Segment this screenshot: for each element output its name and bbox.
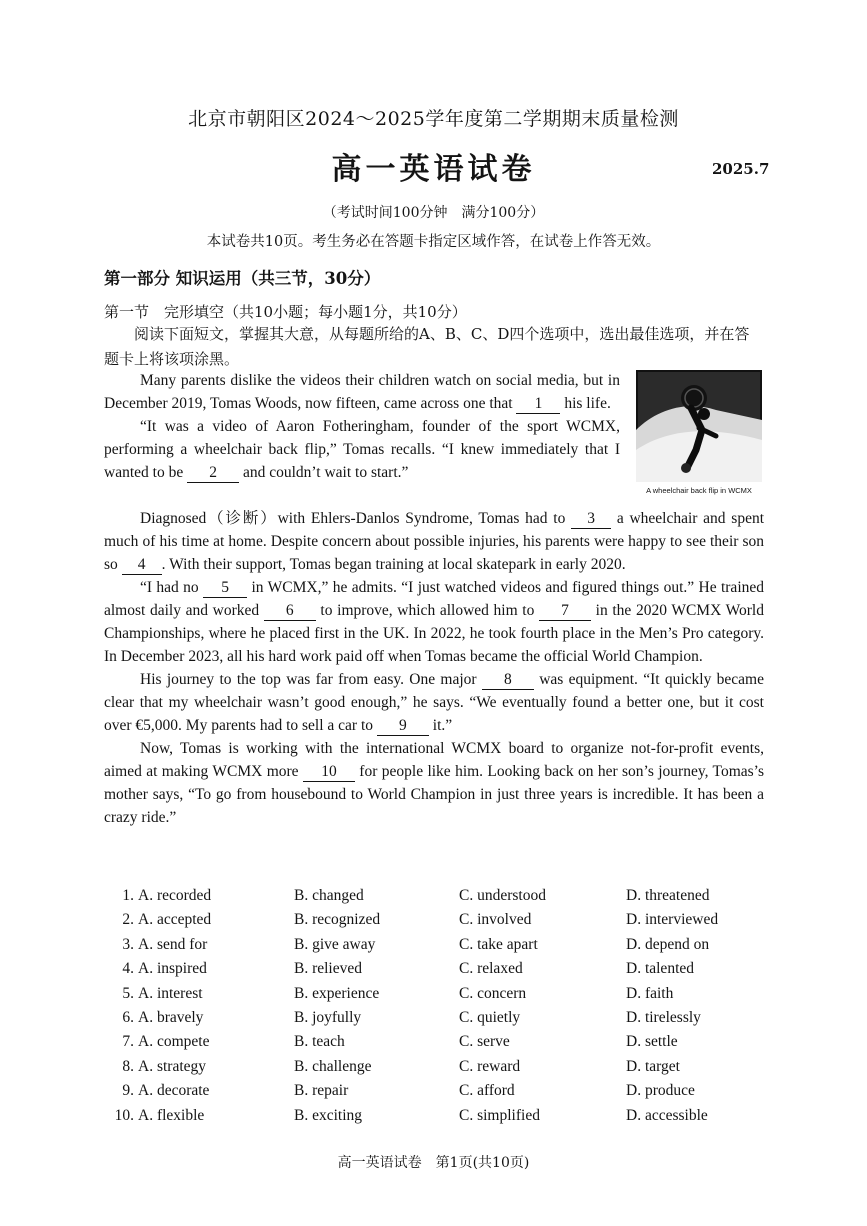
question-number: 6. xyxy=(122,1008,134,1026)
passage-text: a wheelchair and spent much of his time at home. Despite concern about possible injuries, his parents were happy to see their son so xyxy=(104,510,764,573)
option-c[interactable]: C. involved xyxy=(459,911,532,929)
option-b[interactable]: B. joyfully xyxy=(294,1008,362,1026)
passage-block-2 xyxy=(104,507,764,829)
question-row xyxy=(104,1107,764,1131)
option-b[interactable]: B. recognized xyxy=(294,911,381,929)
option-c[interactable]: C. relaxed xyxy=(459,960,523,978)
blank-4[interactable]: 4 xyxy=(122,556,162,575)
option-d[interactable]: D. settle xyxy=(626,1033,678,1051)
exam-title: 北京市朝阳区2024～2025学年度第二学期期末质量检测 xyxy=(188,108,679,130)
answer-options xyxy=(104,887,764,1131)
passage-text: Diagnosed（诊断）with Ehlers-Danlos Syndrome, Tomas had to xyxy=(140,510,572,527)
option-c[interactable]: C. take apart xyxy=(459,935,538,953)
section-heading: 第一节 完形填空（共10小题；每小题1分，共10分） xyxy=(104,303,467,321)
part-heading: 第一部分 知识运用（共三节，30分） xyxy=(104,269,381,288)
passage-text: Many parents dislike the videos their children watch on social media, but in December 2019, Tomas Woods, now fifteen, came across one that xyxy=(104,372,620,412)
passage-paragraph-4 xyxy=(104,576,764,668)
option-d[interactable]: D. threatened xyxy=(626,887,710,904)
blank-2[interactable]: 2 xyxy=(187,464,239,483)
blank-6[interactable]: 6 xyxy=(264,602,316,621)
option-b[interactable]: B. challenge xyxy=(294,1057,372,1075)
question-number: 7. xyxy=(122,1033,134,1051)
passage-paragraph-1 xyxy=(104,369,620,415)
blank-5[interactable]: 5 xyxy=(203,579,247,598)
option-a[interactable]: A. interest xyxy=(138,984,203,1002)
option-b[interactable]: B. give away xyxy=(294,935,376,953)
option-b[interactable]: B. repair xyxy=(294,1082,349,1100)
option-a[interactable]: A. accepted xyxy=(138,911,212,929)
passage-text: his life. xyxy=(560,395,611,412)
option-d[interactable]: D. talented xyxy=(626,960,695,978)
option-a[interactable]: A. recorded xyxy=(138,887,212,904)
passage-text: and couldn’t wait to start.” xyxy=(239,464,409,481)
subject-title: 高一英语试卷 xyxy=(331,152,536,187)
option-d[interactable]: D. interviewed xyxy=(626,911,719,929)
question-number: 4. xyxy=(122,960,134,978)
passage-block-1 xyxy=(104,369,620,484)
question-number: 3. xyxy=(122,935,134,953)
option-d[interactable]: D. depend on xyxy=(626,935,710,953)
passage-text: in WCMX,” he admits. “I just watched videos and figured things out.” He trained almost daily and worked xyxy=(104,579,764,619)
option-a[interactable]: A. bravely xyxy=(138,1008,204,1026)
page-footer: 高一英语试卷 第1页(共10页) xyxy=(337,1155,530,1171)
section-instructions: 阅读下面短文，掌握其大意，从每题所给的A、B、C、D四个选项中，选出最佳选项，并在答题卡上将该项涂黑。 xyxy=(104,325,750,368)
passage-paragraph-6 xyxy=(104,737,764,829)
question-row xyxy=(104,960,764,984)
option-c[interactable]: C. simplified xyxy=(459,1106,540,1124)
option-a[interactable]: A. flexible xyxy=(138,1106,205,1124)
question-number: 10. xyxy=(114,1106,134,1124)
option-a[interactable]: A. compete xyxy=(138,1033,210,1051)
blank-7[interactable]: 7 xyxy=(539,602,591,621)
passage-text: Now, Tomas is working with the international WCMX board to organize not-for-profit events, aimed at making WCMX more xyxy=(104,740,764,780)
question-row xyxy=(104,1009,764,1033)
option-b[interactable]: B. changed xyxy=(294,887,364,904)
passage-paragraph-5 xyxy=(104,668,764,737)
option-a[interactable]: A. decorate xyxy=(138,1082,210,1100)
question-row xyxy=(104,911,764,935)
option-a[interactable]: A. strategy xyxy=(138,1057,207,1075)
question-number: 8. xyxy=(122,1057,134,1075)
passage-figure xyxy=(636,370,762,495)
exam-info: （考试时间100分钟 满分100分） xyxy=(322,205,545,221)
passage-paragraph-2 xyxy=(104,415,620,484)
option-b[interactable]: B. experience xyxy=(294,984,380,1002)
option-d[interactable]: D. tirelessly xyxy=(626,1008,701,1026)
passage-text: for people like him. Looking back on her son’s journey, Tomas’s mother says, “To go from housebound to World Champion in just three years is incredible. It has been a crazy ride.” xyxy=(104,763,764,826)
question-row xyxy=(104,1082,764,1106)
passage-text: it.” xyxy=(428,717,453,734)
question-number: 1. xyxy=(122,887,134,904)
option-d[interactable]: D. faith xyxy=(626,984,674,1002)
question-number: 9. xyxy=(122,1082,134,1100)
option-b[interactable]: B. exciting xyxy=(294,1106,363,1124)
option-b[interactable]: B. relieved xyxy=(294,960,363,978)
passage-text: in the 2020 WCMX World Championships, where he placed first in the UK. In 2022, he took fourth place in the Men’s Pro category. In December 2023, all his hard work paid off when Tomas became the official World Champion. xyxy=(104,602,764,665)
option-c[interactable]: C. reward xyxy=(459,1057,521,1075)
option-c[interactable]: C. understood xyxy=(459,887,546,904)
option-a[interactable]: A. send for xyxy=(138,935,208,953)
wheelchair-back-flip-photo xyxy=(636,370,762,482)
option-c[interactable]: C. afford xyxy=(459,1082,515,1100)
exam-notice: 本试卷共10页。考生务必在答题卡指定区域作答，在试卷上作答无效。 xyxy=(206,234,661,250)
passage-paragraph-3 xyxy=(104,507,764,576)
option-c[interactable]: C. concern xyxy=(459,984,527,1002)
question-row xyxy=(104,1033,764,1057)
passage-text: His journey to the top was far from easy. One major xyxy=(140,671,482,688)
exam-date: 2025.7 xyxy=(712,160,770,178)
passage-text: “I had no xyxy=(140,579,204,596)
option-c[interactable]: C. quietly xyxy=(459,1008,521,1026)
passage-text: “It was a video of Aaron Fotheringham, founder of the sport WCMX, performing a wheelchair back flip,” Tomas recalls. “I knew immediately that I wanted to be xyxy=(104,418,620,481)
question-row xyxy=(104,887,764,911)
blank-10[interactable]: 10 xyxy=(303,763,355,782)
question-row xyxy=(104,985,764,1009)
passage-text: to improve, which allowed him to xyxy=(315,602,540,619)
blank-8[interactable]: 8 xyxy=(482,671,534,690)
blank-1[interactable]: 1 xyxy=(516,395,560,414)
question-row xyxy=(104,936,764,960)
option-d[interactable]: D. accessible xyxy=(626,1106,708,1124)
option-d[interactable]: D. target xyxy=(626,1057,680,1075)
blank-3[interactable]: 3 xyxy=(571,510,611,529)
question-number: 2. xyxy=(122,911,134,929)
passage-text: was equipment. “It quickly became clear that my wheelchair wasn’t good enough,” he says. “We eventually found a better one, but it cost over €5,000. My parents had to sell a car to xyxy=(104,671,764,734)
option-b[interactable]: B. teach xyxy=(294,1033,345,1051)
option-d[interactable]: D. produce xyxy=(626,1082,695,1100)
blank-9[interactable]: 9 xyxy=(377,717,429,736)
option-c[interactable]: C. serve xyxy=(459,1033,510,1051)
question-row xyxy=(104,1058,764,1082)
passage-text: . With their support, Tomas began training at local skatepark in early 2020. xyxy=(161,556,626,573)
option-a[interactable]: A. inspired xyxy=(138,960,207,978)
figure-caption: A wheelchair back flip in WCMX xyxy=(646,486,752,495)
question-number: 5. xyxy=(122,984,134,1002)
